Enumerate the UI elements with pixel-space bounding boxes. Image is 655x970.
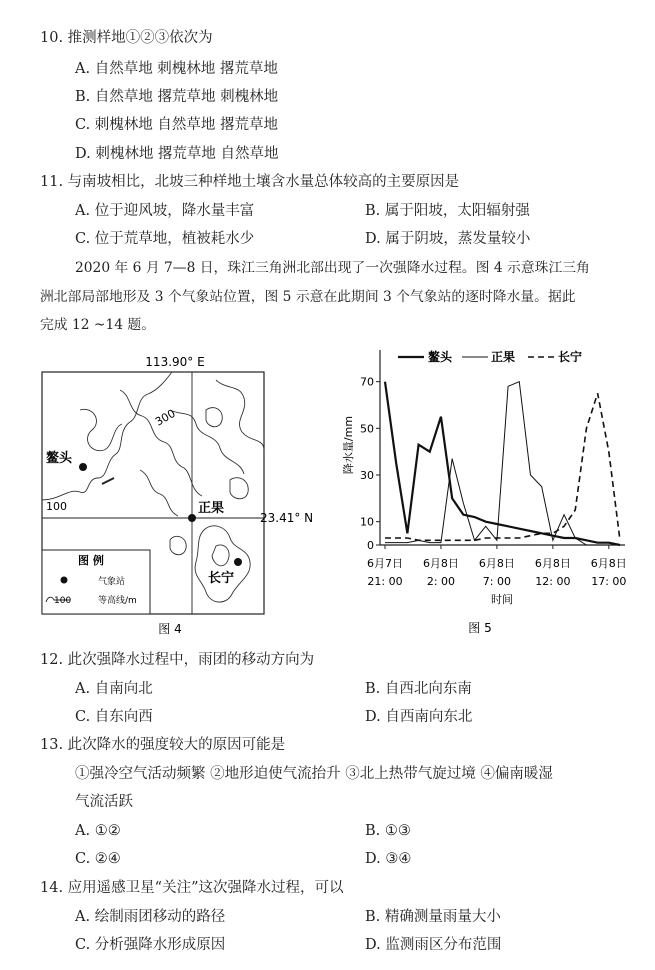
legend-contour-label: 等高线/m [98,596,137,606]
q12-option-a: A. 自南向北 [75,681,153,697]
passage-line-2: 洲北部局部地形及 3 个气象站位置，图 5 示意在此期间 3 个气象站的逐时降水量。据此 [40,289,576,305]
legend-contour-value: 100 [54,596,72,606]
station-aotou-dot [79,463,87,471]
y-tick-label: 50 [360,422,374,436]
contour-label-100: 100 [46,500,67,513]
x-tick-date-label: 6月8日 [422,557,459,570]
x-tick-time-label: 21: 00 [367,575,403,588]
q13-stem: 13. 此次降水的强度较大的原因可能是 [40,737,286,753]
legend-station-label: 气象站 [98,577,126,587]
q12-option-c: C. 自东向西 [75,709,153,725]
station-zhengguo-dot [188,514,196,522]
legend-label-zhengguo: 正果 [491,350,516,364]
x-tick-date-label: 6月8日 [590,557,627,570]
q11-option-a: A. 位于迎风坡，降水量丰富 [75,203,255,219]
contour-label-300: 300 [153,406,178,429]
q11-option-d: D. 属于阴坡，蒸发量较小 [365,231,531,247]
x-tick-time-label: 2: 00 [426,575,456,588]
q10-option-d: D. 刺槐林地 撂荒草地 自然草地 [75,146,279,162]
legend-label-changning: 长宁 [558,350,583,364]
q13-choices-line-1: ①强冷空气活动频繁 ②地形迫使气流抬升 ③北上热带气旋过境 ④偏南暖湿 [75,766,553,782]
y-tick-label: 30 [360,469,374,482]
x-tick-time-label: 17: 00 [591,575,627,588]
x-tick-date-label: 6月8日 [534,557,571,570]
x-tick-date-label: 6月7日 [367,557,403,570]
y-tick-label: 70 [360,375,374,389]
legend-title: 图 例 [78,554,104,567]
x-tick-date-label: 6月8日 [478,557,515,570]
q10-option-a: A. 自然草地 刺槐林地 撂荒草地 [75,61,278,77]
figure-5-caption: 图 5 [468,621,492,635]
q13-option-c: C. ②④ [75,851,121,867]
q12-option-d: D. 自西南向东北 [365,709,473,725]
q10-stem: 10. 推测样地①②③依次为 [40,30,213,46]
q12-option-b: B. 自西北向东南 [365,681,472,697]
passage-line-1: 2020 年 6 月 7—8 日，珠江三角洲北部出现了一次强降水过程。图 4 示意珠江三角 [75,260,590,276]
legend-station-symbol [61,577,68,584]
q13-option-b: B. ①③ [365,823,411,839]
q14-option-c: C. 分析强降水形成原因 [75,937,226,953]
q11-stem: 11. 与南坡相比，北坡三种样地土壤含水量总体较高的主要原因是 [40,174,460,190]
q11-option-b: B. 属于阳坡，太阳辐射强 [365,203,530,219]
station-changning-label: 长宁 [208,571,235,586]
q12-stem: 12. 此次强降水过程中，雨团的移动方向为 [40,652,315,668]
contour-label-mark [102,478,114,484]
q13-option-d: D. ③④ [365,851,412,867]
q14-option-d: D. 监测雨区分布范围 [365,937,502,953]
passage-line-3: 完成 12 ~14 题。 [40,317,156,333]
precipitation-chart [340,345,640,645]
y-tick-label: 0 [367,539,374,552]
y-tick-label: 10 [360,515,374,529]
x-tick-time-label: 12: 00 [535,575,571,588]
q14-option-b: B. 精确测量雨量大小 [365,909,501,925]
y-axis-title: 降水量/mm [342,415,355,475]
figure-4-caption: 图 4 [158,622,182,636]
q10-option-c: C. 刺槐林地 自然草地 撂荒草地 [75,117,279,133]
x-tick-time-label: 7: 00 [482,575,512,588]
terrain-map [20,350,314,640]
station-changning-dot [234,558,242,566]
legend [398,349,582,364]
series-line-zhengguo [385,382,620,545]
q14-option-a: A. 绘制雨团移动的路径 [75,909,226,925]
x-axis-title: 时间 [491,593,513,606]
longitude-label: 113.90° E [145,355,205,369]
station-zhengguo-label: 正果 [198,501,225,516]
q14-stem: 14. 应用遥感卫星“关注”这次强降水过程，可以 [40,880,344,896]
q10-option-b: B. 自然草地 撂荒草地 刺槐林地 [75,89,279,105]
station-aotou-label: 鳌头 [46,451,73,466]
q13-option-a: A. ①② [75,823,121,839]
q13-choices-line-2: 气流活跃 [75,794,133,810]
latitude-label: 23.41° N [260,511,314,525]
legend-label-aotou: 鳌头 [428,350,453,364]
q11-option-c: C. 位于荒草地，植被耗水少 [75,231,255,247]
